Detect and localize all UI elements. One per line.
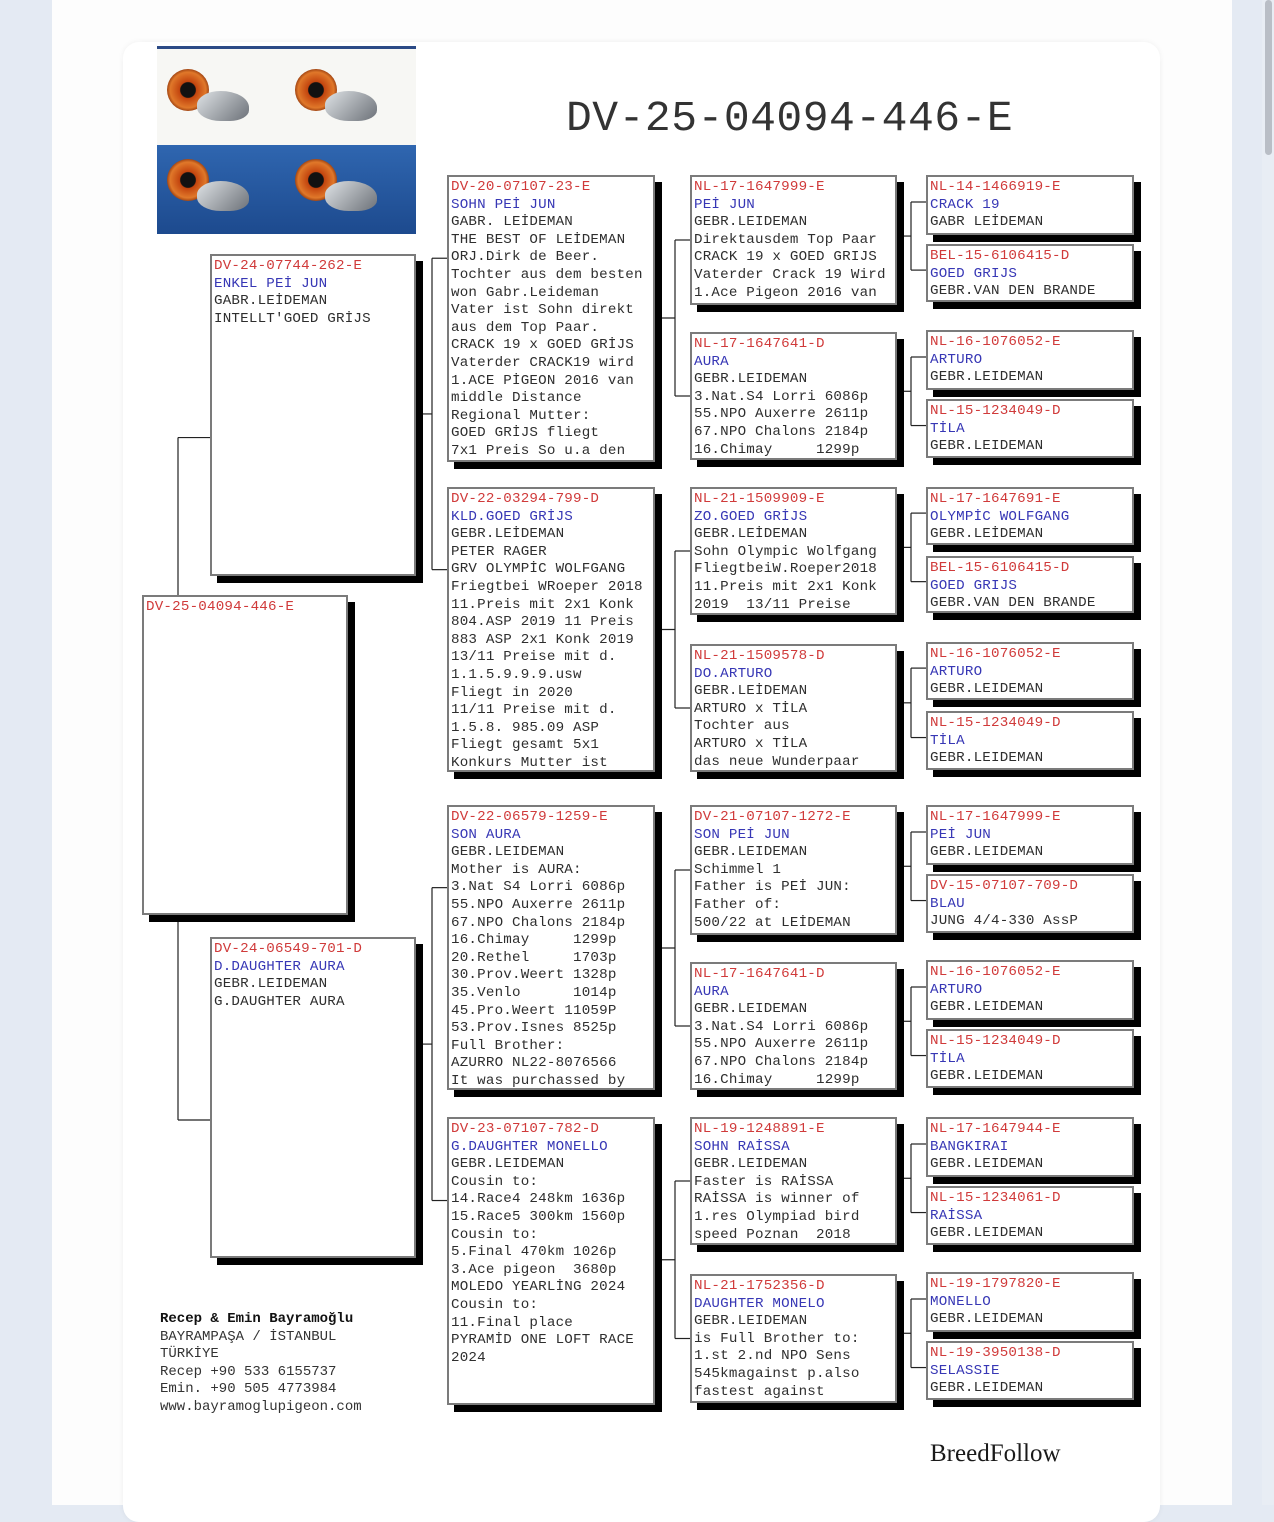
ancestor-card-gen4[interactable] [926, 1272, 1134, 1332]
bird-note: 16.Chimay 1299p [694, 1071, 860, 1088]
bird-note: GEBR.LEIDEMAN [930, 1311, 1044, 1328]
bird-note: GEBR.LEIDEMAN [930, 844, 1044, 861]
bird-name: SOHN RAİSSA [694, 1138, 790, 1155]
bird-note: GEBR.LEIDEMAN [694, 1001, 808, 1018]
bird-note: 3.Nat.S4 Lorri 6086p [694, 388, 869, 405]
ring-number: DV-25-04094-446-E [146, 599, 295, 615]
bird-note: speed Poznan 2018 [694, 1226, 851, 1243]
bird-note: 67.NPO Chalons 2184p [694, 423, 869, 440]
bird-note: GEBR.LEIDEMAN [930, 1380, 1044, 1397]
ancestor-card-gen1[interactable] [210, 937, 416, 1258]
bird-note: 67.NPO Chalons 2184p [694, 1053, 869, 1070]
ancestor-card-gen4[interactable] [926, 1186, 1134, 1245]
bird-note: AZURRO NL22-8076566 [451, 1055, 617, 1072]
ancestor-card-gen4[interactable] [926, 1341, 1134, 1400]
bird-note: 11.Preis mit 2x1 Konk [694, 578, 877, 595]
bird-note: G.DAUGHTER AURA [214, 993, 345, 1010]
bird-note: GEBR.LEIDEMAN [930, 438, 1044, 455]
bird-note: 3.Nat S4 Lorri 6086p [451, 879, 626, 896]
bird-note: INTELLT'GOED GRİJS [214, 310, 371, 327]
bird-note: GEBR.VAN DEN BRANDE [930, 595, 1096, 612]
bird-note: 1.st 2.nd NPO Sens [694, 1348, 851, 1365]
bird-note: 53.Prov.Isnes 8525p [451, 1020, 617, 1037]
bird-note: is Full Brother to: [694, 1330, 860, 1347]
bird-note: GEBR.LEIDEMAN [694, 1313, 808, 1330]
bird-name: CRACK 19 [930, 196, 1000, 213]
bird-note: GEBR.LEIDEMAN [451, 1156, 565, 1173]
ring-number: NL-17-1647641-D [694, 966, 825, 982]
bird-name: SELASSIE [930, 1362, 1000, 1379]
bird-name: KLD.GOED GRİJS [451, 508, 573, 525]
bird-note: 55.NPO Auxerre 2611p [451, 896, 626, 913]
ancestor-card-gen4[interactable] [926, 399, 1134, 458]
bird-note: Tochter aus dem besten [451, 266, 643, 283]
bird-note: Fliegt in 2020 [451, 684, 573, 701]
breeder-phone-recep: Recep +90 533 6155737 [160, 1363, 337, 1380]
bird-note: Mother is AURA: [451, 861, 582, 878]
bird-note: 13/11 Preise mit d. [451, 649, 617, 666]
breeder-name: Recep & Emin Bayramoğlu [160, 1311, 354, 1327]
bird-name: BLAU [930, 895, 965, 912]
breeder-country: TÜRKİYE [160, 1346, 219, 1363]
bird-note: 55.NPO Auxerre 2611p [694, 1036, 869, 1053]
bird-name: MONELLO [930, 1293, 991, 1310]
bird-note: GEBR.LEİDEMAN [694, 526, 808, 543]
bird-name: ARTURO [930, 663, 983, 680]
ring-number: NL-15-1234049-D [930, 715, 1061, 731]
bird-note: 883 ASP 2x1 Konk 2019 [451, 631, 634, 648]
bird-name: GOED GRIJS [930, 265, 1018, 282]
bird-note: GEBR.LEİDEMAN [694, 683, 808, 700]
bird-name: RAİSSA [930, 1207, 983, 1224]
bird-name: SOHN PEİ JUN [451, 196, 556, 213]
bird-note: THE BEST OF LEİDEMAN [451, 231, 626, 248]
ring-number: NL-17-1647944-E [930, 1121, 1061, 1137]
bird-name: G.DAUGHTER MONELLO [451, 1138, 608, 1155]
bird-name: AURA [694, 353, 729, 370]
breeder-contact [160, 1311, 362, 1417]
bird-note: GOED GRİJS fliegt [451, 425, 600, 442]
bird-note: fastest against [694, 1383, 825, 1400]
ancestor-card-gen4[interactable] [926, 1117, 1134, 1177]
bird-note: Father of: [694, 896, 782, 913]
bird-name: DAUGHTER MONELO [694, 1295, 825, 1312]
bird-name: AURA [694, 983, 729, 1000]
bird-note: 545kmagainst p.also [694, 1365, 860, 1382]
bird-note: MOLEDO YEARLİNG 2024 [451, 1279, 626, 1296]
pedigree-title: DV-25-04094-446-E [566, 94, 1014, 143]
bird-note: GEBR.LEIDEMAN [930, 681, 1044, 698]
bird-note: Regional Mutter: [451, 407, 591, 424]
bird-note: 16.Chimay 1299p [694, 441, 860, 458]
bird-note: Father is PEİ JUN: [694, 879, 851, 896]
bird-note: Friegtbei WRoeper 2018 [451, 578, 643, 595]
bird-note: Direktausdem Top Paar [694, 231, 877, 248]
ancestor-card-gen2[interactable] [447, 1117, 655, 1405]
bird-note: PYRAMİD ONE LOFT RACE [451, 1332, 634, 1349]
bird-note: Full Brother: [451, 1037, 565, 1054]
ancestor-card-gen3[interactable] [690, 962, 897, 1090]
subject-bird-card[interactable] [142, 595, 348, 915]
ancestor-card-gen2[interactable] [447, 175, 655, 462]
ring-number: NL-21-1509909-E [694, 491, 825, 507]
ring-number: NL-17-1647691-E [930, 491, 1061, 507]
ring-number: NL-17-1647999-E [694, 179, 825, 195]
bird-name: ZO.GOED GRİJS [694, 508, 808, 525]
ancestor-card-gen4[interactable] [926, 1029, 1134, 1088]
breeder-city: BAYRAMPAŞA / İSTANBUL [160, 1328, 337, 1345]
bird-note: 16.Chimay 1299p [451, 932, 617, 949]
ancestor-card-gen4[interactable] [926, 711, 1134, 770]
ring-number: NL-19-3950138-D [930, 1345, 1061, 1361]
bird-note: ARTURO x TİLA [694, 735, 808, 752]
bird-note: GRV OLYMPİC WOLFGANG [451, 561, 626, 578]
bird-note: 5.Final 470km 1026p [451, 1244, 617, 1261]
bird-note: GEBR.LEIDEMAN [930, 750, 1044, 767]
bird-note: middle Distance [451, 390, 582, 407]
ancestor-card-gen4[interactable] [926, 487, 1134, 545]
bird-name: ENKEL PEİ JUN [214, 275, 328, 292]
ring-number: NL-15-1234061-D [930, 1190, 1061, 1206]
ring-number: NL-15-1234049-D [930, 403, 1061, 419]
ring-number: NL-17-1647641-D [694, 336, 825, 352]
bird-note: 500/22 at LEİDEMAN [694, 914, 851, 931]
bird-note: 11/11 Preise mit d. [451, 702, 617, 719]
bird-note: 11.Final place [451, 1314, 573, 1331]
ring-number: NL-21-1752356-D [694, 1278, 825, 1294]
bird-note: 3.Nat.S4 Lorri 6086p [694, 1018, 869, 1035]
bird-name: TİLA [930, 732, 965, 749]
bird-note: Tochter aus [694, 718, 790, 735]
bird-note: GABR LEİDEMAN [930, 214, 1044, 231]
bird-note: Vater ist Sohn direkt [451, 302, 634, 319]
bird-note: 11.Preis mit 2x1 Konk [451, 596, 634, 613]
ring-number: NL-16-1076052-E [930, 964, 1061, 980]
bird-name: DO.ARTURO [694, 665, 773, 682]
bird-note: JUNG 4/4-330 AssP [930, 913, 1079, 930]
bird-name: GOED GRIJS [930, 577, 1018, 594]
ring-number: NL-16-1076052-E [930, 646, 1061, 662]
bird-note: GEBR.LEIDEMAN [694, 371, 808, 388]
breeder-website[interactable]: www.bayramoglupigeon.com [160, 1398, 362, 1415]
bird-note: GABR. LEİDEMAN [451, 214, 573, 231]
bird-name: ARTURO [930, 981, 983, 998]
bird-note: GEBR.LEİDEMAN [930, 526, 1044, 543]
ancestor-card-gen4[interactable] [926, 330, 1134, 390]
ancestor-card-gen3[interactable] [690, 487, 897, 615]
bird-note: GEBR.LEIDEMAN [930, 1068, 1044, 1085]
bird-note: RAİSSA is winner of [694, 1191, 860, 1208]
bird-name: TİLA [930, 1050, 965, 1067]
ancestor-card-gen3[interactable] [690, 1117, 897, 1245]
ancestor-card-gen4[interactable] [926, 805, 1134, 865]
ring-number: DV-21-07107-1272-E [694, 809, 851, 825]
bird-note: GEBR.LEIDEMAN [214, 976, 328, 993]
bird-note: 2019 13/11 Preise [694, 596, 851, 613]
bird-note: 1.5.8. 985.09 ASP [451, 719, 600, 736]
ring-number: NL-17-1647999-E [930, 809, 1061, 825]
breeder-phone-emin: Emin. +90 505 4773984 [160, 1381, 337, 1398]
ring-number: NL-15-1234049-D [930, 1033, 1061, 1049]
bird-note: PETER RAGER [451, 543, 547, 560]
ring-number: NL-14-1466919-E [930, 179, 1061, 195]
ancestor-card-gen3[interactable] [690, 175, 897, 305]
bird-note: 15.Race5 300km 1560p [451, 1208, 626, 1225]
bird-note: Cousin to: [451, 1173, 539, 1190]
bird-note: 14.Race4 248km 1636p [451, 1191, 626, 1208]
bird-note: aus dem Top Paar. [451, 319, 600, 336]
bird-note: das neue Wunderpaar [694, 753, 860, 770]
bird-note: GABR.LEİDEMAN [214, 293, 328, 310]
bird-note: GEBR.LEIDEMAN [694, 844, 808, 861]
bird-note: Sohn Olympic Wolfgang [694, 543, 877, 560]
bird-note: 7x1 Preis So u.a den [451, 442, 626, 459]
ring-number: DV-23-07107-782-D [451, 1121, 600, 1137]
bird-note: Cousin to: [451, 1226, 539, 1243]
ancestor-card-gen2[interactable] [447, 487, 655, 772]
bird-note: 1.ACE PİGEON 2016 van [451, 372, 634, 389]
ancestor-card-gen1[interactable] [210, 254, 416, 576]
bird-note: 804.ASP 2019 11 Preis [451, 614, 634, 631]
ancestor-card-gen3[interactable] [690, 1274, 897, 1403]
breedfollow-logo: BreedFollow [930, 1440, 1061, 1467]
ancestor-card-gen3[interactable] [690, 332, 897, 460]
ring-number: DV-15-07107-709-D [930, 878, 1079, 894]
ring-number: DV-22-06579-1259-E [451, 809, 608, 825]
bird-name: SON AURA [451, 826, 521, 843]
bird-note: ORJ.Dirk de Beer. [451, 249, 600, 266]
bird-note: GEBR.VAN DEN BRANDE [930, 283, 1096, 300]
bird-note: 1.1.5.9.9.9.usw [451, 666, 582, 683]
bird-note: GEBR.LEİDEMAN [451, 526, 565, 543]
bird-note: GEBR.LEIDEMAN [694, 1156, 808, 1173]
ancestor-card-gen2[interactable] [447, 805, 655, 1090]
bird-name: PEİ JUN [930, 826, 991, 843]
bird-note: GEBR.LEIDEMAN [451, 844, 565, 861]
ring-number: BEL-15-6106415-D [930, 560, 1070, 576]
bird-name: D.DAUGHTER AURA [214, 958, 345, 975]
bird-note: 1.Ace Pigeon 2016 van [694, 284, 877, 301]
bird-note: Schimmel 1 [694, 861, 782, 878]
ring-number: BEL-15-6106415-D [930, 248, 1070, 264]
bird-name: TİLA [930, 420, 965, 437]
ancestor-card-gen4[interactable] [926, 175, 1134, 235]
ancestor-card-gen4[interactable] [926, 244, 1134, 302]
bird-note: 45.Pro.Weert 11059P [451, 1002, 617, 1019]
bird-note: 67.NPO Chalons 2184p [451, 914, 626, 931]
bird-note: 20.Rethel 1703p [451, 949, 617, 966]
ring-number: NL-21-1509578-D [694, 648, 825, 664]
bird-note: 30.Prov.Weert 1328p [451, 967, 617, 984]
ring-number: DV-22-03294-799-D [451, 491, 600, 507]
ancestor-card-gen3[interactable] [690, 805, 897, 935]
bird-note: GEBR.LEIDEMAN [930, 1225, 1044, 1242]
bird-note: GEBR.LEIDEMAN [930, 369, 1044, 386]
bird-note: 3.Ace pigeon 3680p [451, 1261, 617, 1278]
bird-note: ARTURO x TİLA [694, 700, 808, 717]
bird-note: It was purchassed by [451, 1072, 626, 1089]
bird-note: Faster is RAİSSA [694, 1173, 834, 1190]
bird-name: BANGKIRAI [930, 1138, 1009, 1155]
ancestor-card-gen4[interactable] [926, 642, 1134, 700]
bird-name: SON PEİ JUN [694, 826, 790, 843]
ring-number: DV-24-07744-262-E [214, 258, 363, 274]
bird-note: 35.Venlo 1014p [451, 984, 617, 1001]
bird-note: CRACK 19 x GOED GRIJS [694, 249, 877, 266]
bird-name: ARTURO [930, 351, 983, 368]
bird-note: Vaterder Crack 19 Wird [694, 266, 886, 283]
bird-note: 55.NPO Auxerre 2611p [694, 406, 869, 423]
bird-note: Fliegt gesamt 5x1 [451, 737, 600, 754]
ring-number: NL-19-1248891-E [694, 1121, 825, 1137]
bird-note: 2024 [451, 1349, 486, 1366]
ancestor-card-gen4[interactable] [926, 960, 1134, 1020]
bird-note: GEBR.LEIDEMAN [930, 1156, 1044, 1173]
ring-number: NL-16-1076052-E [930, 334, 1061, 350]
bird-name: OLYMPİC WOLFGANG [930, 508, 1070, 525]
bird-note: Cousin to: [451, 1296, 539, 1313]
bird-note: GEBR.LEIDEMAN [694, 214, 808, 231]
bird-note: Vaterder CRACK19 wird [451, 354, 634, 371]
bird-note: 1.res Olympiad bird [694, 1208, 860, 1225]
bird-note: FliegtbeiW.Roeper2018 [694, 561, 877, 578]
ring-number: DV-24-06549-701-D [214, 941, 363, 957]
bird-note: GEBR.LEIDEMAN [930, 999, 1044, 1016]
ring-number: NL-19-1797820-E [930, 1276, 1061, 1292]
ancestor-card-gen4[interactable] [926, 556, 1134, 613]
ancestor-card-gen3[interactable] [690, 644, 897, 772]
bird-note: Konkurs Mutter ist [451, 754, 608, 771]
bird-name: PEİ JUN [694, 196, 755, 213]
ring-number: DV-20-07107-23-E [451, 179, 591, 195]
bird-note: CRACK 19 x GOED GRİJS [451, 337, 634, 354]
bird-note: won Gabr.Leideman [451, 284, 600, 301]
ancestor-card-gen4[interactable] [926, 874, 1134, 933]
